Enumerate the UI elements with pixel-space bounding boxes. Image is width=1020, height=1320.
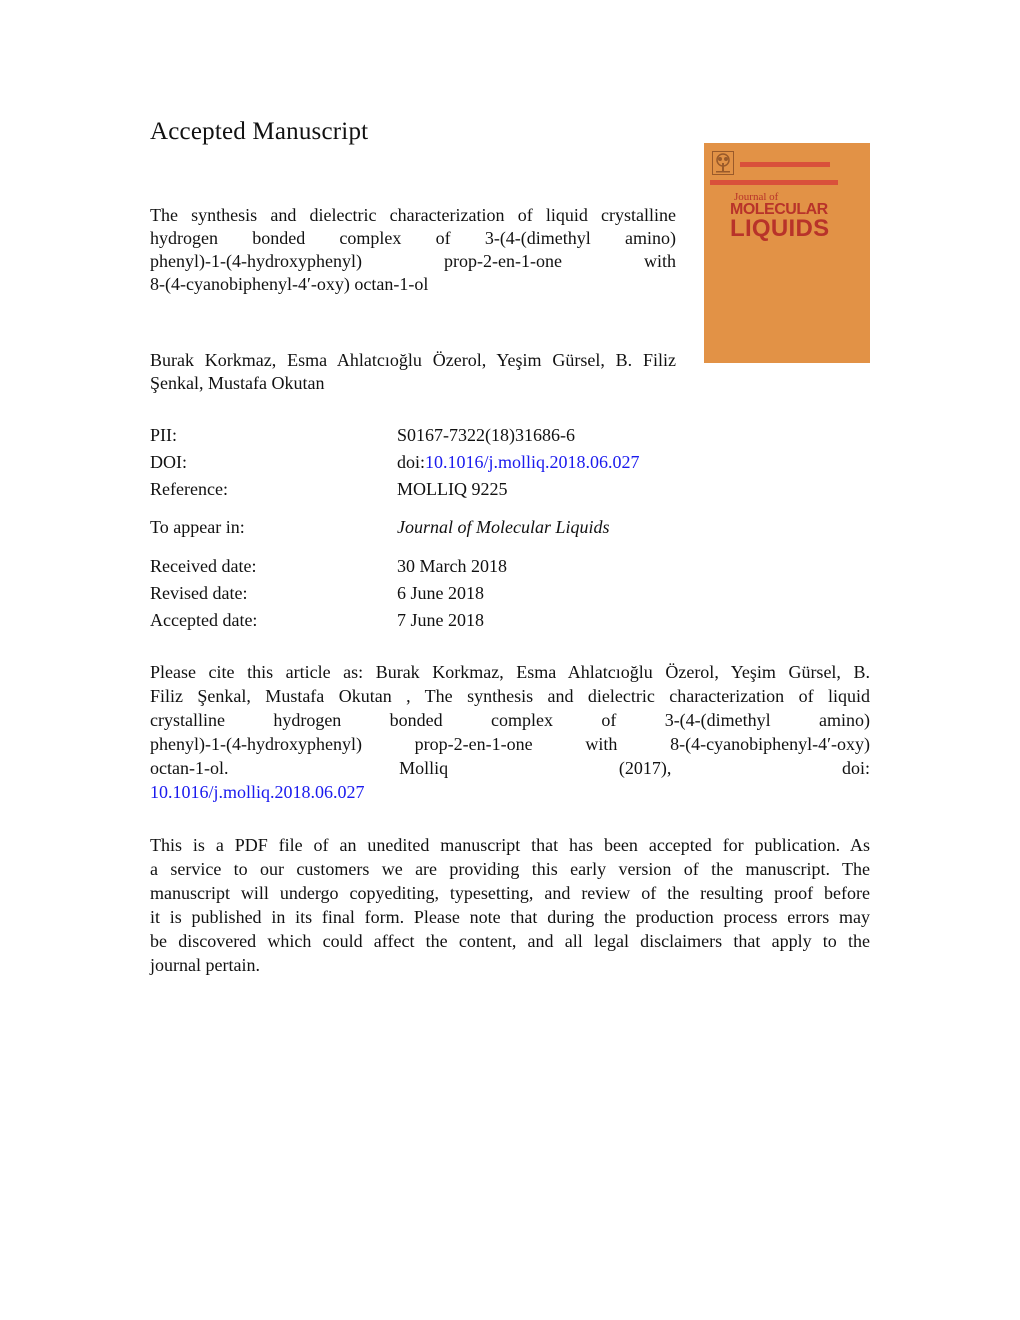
- cover-journal-of: Journal of: [734, 191, 779, 203]
- meta-label: Reference:: [150, 479, 228, 499]
- meta-label: PII:: [150, 425, 177, 445]
- citation-line: crystalline hydrogen bonded complex of 3-(4-(dimethyl amino): [150, 710, 870, 730]
- article-title: [150, 204, 676, 296]
- notice-line: manuscript will undergo copyediting, typesetting, and review of the resulting proof before: [150, 883, 870, 903]
- cover-molecular: MOLECULAR: [730, 201, 828, 218]
- title-line: phenyl)-1-(4-hydroxyphenyl) prop-2-en-1-one with: [150, 251, 676, 271]
- author-list: [150, 349, 676, 395]
- notice-line: a service to our customers we are providing this early version of the manuscript. The: [150, 859, 870, 879]
- meta-value: 30 March 2018: [397, 556, 507, 576]
- journal-cover: [704, 143, 870, 363]
- notice-line: it is published in its final form. Please note that during the production process errors may: [150, 907, 870, 927]
- meta-value: Journal of Molecular Liquids: [397, 517, 610, 537]
- notice-line: This is a PDF file of an unedited manuscript that has been accepted for publication. As: [150, 835, 870, 855]
- meta-label: Revised date:: [150, 583, 248, 603]
- citation-line: Filiz Şenkal, Mustafa Okutan , The synthesis and dielectric characterization of liquid: [150, 686, 870, 706]
- cover-accent-bar: [710, 180, 838, 185]
- cover-liquids: LIQUIDS: [730, 215, 830, 242]
- citation-paragraph: [150, 660, 870, 804]
- author-line: Burak Korkmaz, Esma Ahlatcıoğlu Özerol, Yeşim Gürsel, B. Filiz: [150, 350, 676, 370]
- doi-link[interactable]: 10.1016/j.molliq.2018.06.027: [425, 452, 640, 472]
- cover-accent-bar: [740, 162, 830, 167]
- meta-label: DOI:: [150, 452, 187, 472]
- notice-line: be discovered which could affect the content, and all legal disclaimers that apply to the: [150, 931, 870, 951]
- meta-label: Received date:: [150, 556, 257, 576]
- citation-line: [150, 756, 870, 804]
- meta-label: Accepted date:: [150, 610, 258, 630]
- notice-line: journal pertain.: [150, 955, 260, 975]
- meta-value: 7 June 2018: [397, 610, 484, 630]
- meta-value: MOLLIQ 9225: [397, 479, 508, 499]
- meta-value: [397, 452, 640, 473]
- manuscript-notice: [150, 833, 870, 977]
- citation-line: Please cite this article as: Burak Korkmaz, Esma Ahlatcıoğlu Özerol, Yeşim Gürsel, B.: [150, 662, 870, 682]
- citation-last-text: octan-1-ol. Molliq (2017), doi:: [150, 758, 870, 778]
- title-line: 8-(4-cyanobiphenyl-4′-oxy) octan-1-ol: [150, 274, 429, 294]
- citation-line: phenyl)-1-(4-hydroxyphenyl) prop-2-en-1-one with 8-(4-cyanobiphenyl-4′-oxy): [150, 734, 870, 754]
- meta-label: To appear in:: [150, 517, 245, 537]
- title-line: The synthesis and dielectric characterization of liquid crystalline: [150, 205, 676, 225]
- citation-doi-link[interactable]: 10.1016/j.molliq.2018.06.027: [150, 782, 365, 802]
- meta-value: S0167-7322(18)31686-6: [397, 425, 575, 445]
- meta-value: 6 June 2018: [397, 583, 484, 603]
- page-heading: Accepted Manuscript: [150, 118, 369, 145]
- title-line: hydrogen bonded complex of 3-(4-(dimethyl amino): [150, 228, 676, 248]
- author-line: Şenkal, Mustafa Okutan: [150, 373, 325, 393]
- doi-prefix: doi:: [397, 452, 426, 472]
- publisher-tree-icon: [712, 151, 734, 175]
